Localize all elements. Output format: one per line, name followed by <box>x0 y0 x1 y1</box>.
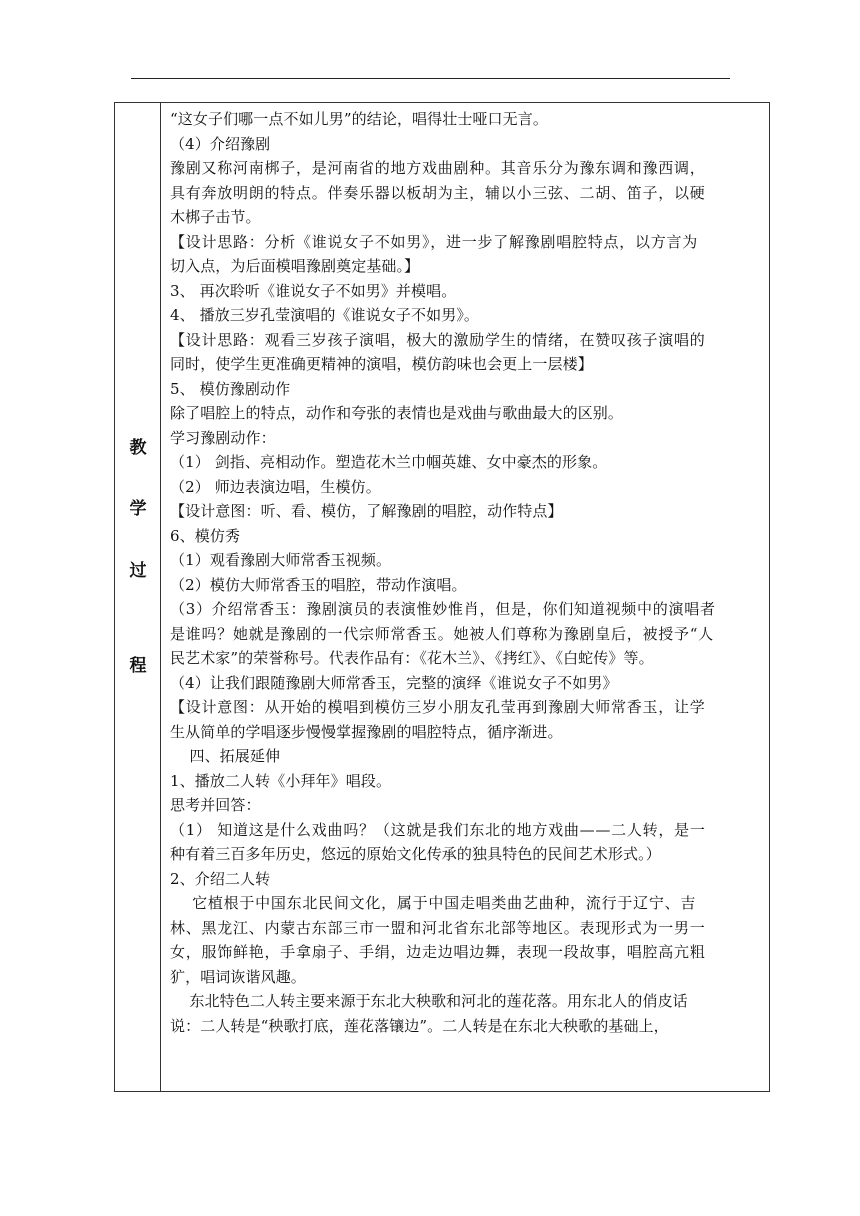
step-item: 6、模仿秀 <box>170 526 241 545</box>
section-label-cell <box>115 103 161 1091</box>
text-line: 犷，唱词诙谐风趣。 <box>170 967 306 986</box>
text-line: 豫剧又称河南梆子，是河南省的地方戏曲剧种。其音乐分为豫东调和豫西调， <box>170 159 706 177</box>
text-line: 民艺术家”的荣誉称号。代表作品有：《花木兰》、《拷红》、《白蛇传》等。 <box>170 649 654 667</box>
design-note: 【设计意图：听、看、模仿，了解豫剧的唱腔，动作特点】 <box>170 502 563 520</box>
header-rule <box>131 78 730 79</box>
text-line: 学习豫剧动作： <box>170 428 276 447</box>
design-note: 【设计思路：分析《谁说女子不如男》，进一步了解豫剧唱腔特点，以方言为 <box>170 232 699 251</box>
text-line: 女，服饰鲜艳，手拿扇子、手绢，边走边唱边舞，表现一段故事，唱腔高亢粗 <box>170 943 706 961</box>
subsection-heading: （4）介绍豫剧 <box>170 134 271 153</box>
text-line: “这女子们哪一点不如儿男”的结论，唱得壮士哑口无言。 <box>170 110 548 128</box>
step-item: 3、 再次聆听《谁说女子不如男》并模唱。 <box>170 281 457 300</box>
step-item: 2、介绍二人转 <box>170 869 271 888</box>
text-line: 东北特色二人转主要来源于东北大秧歌和河北的莲花落。用东北人的俏皮话 <box>170 992 688 1010</box>
step-item: 1、播放二人转《小拜年》唱段。 <box>170 771 392 790</box>
list-item: （2）模仿大师常香玉的唱腔，带动作演唱。 <box>170 575 467 594</box>
list-item: （1） 知道这是什么戏曲吗？（这就是我们东北的地方戏曲——二人转，是一 <box>170 820 706 839</box>
text-line: 种有着三百多年历史，悠远的原始文化传承的独具特色的民间艺术形式。） <box>170 845 661 863</box>
text-line: 说：二人转是“秧歌打底，莲花落镶边”。二人转是在东北大秧歌的基础上， <box>170 1016 669 1035</box>
text-line: 是谁吗？她就是豫剧的一代宗师常香玉。她被人们尊称为豫剧皇后，被授予“人 <box>170 624 714 643</box>
design-note: 【设计思路：观看三岁孩子演唱，极大的激励学生的情绪，在赞叹孩子演唱的 <box>170 330 706 349</box>
section-label-char: 学 <box>129 499 147 519</box>
design-note: 同时，使学生更准确更精神的演唱，模仿韵味也会更上一层楼】 <box>170 355 593 373</box>
design-note: 生从简单的学唱逐步慢慢掌握豫剧的唱腔特点，循序渐进。 <box>170 722 563 741</box>
section-heading: 四、拓展延伸 <box>170 747 281 765</box>
list-item: （1）观看豫剧大师常香玉视频。 <box>170 551 392 569</box>
section-label-char: 教 <box>129 438 147 458</box>
text-line: 思考并回答： <box>170 796 261 814</box>
list-item: （2） 师边表演边唱，生模仿。 <box>170 477 381 496</box>
section-label-char: 过 <box>129 561 147 581</box>
lesson-content <box>170 107 766 1038</box>
section-label-char: 程 <box>129 656 147 676</box>
step-item: 5、 模仿豫剧动作 <box>170 379 291 398</box>
list-item: （1） 剑指、亮相动作。塑造花木兰巾帼英雄、女中豪杰的形象。 <box>170 453 608 471</box>
step-item: 4、 播放三岁孔莹演唱的《谁说女子不如男》。 <box>170 306 480 324</box>
design-note: 切入点，为后面模唱豫剧奠定基础。】 <box>170 257 420 275</box>
text-line: 除了唱腔上的特点，动作和夸张的表情也是戏曲与歌曲最大的区别。 <box>170 404 624 422</box>
text-line: 林、黑龙江、内蒙古东部三市一盟和河北省东北部等地区。表现形式为一男一 <box>170 918 706 937</box>
list-item: （4）让我们跟随豫剧大师常香玉，完整的演绎《谁说女子不如男》 <box>170 673 618 692</box>
text-line: 它植根于中国东北民间文化，属于中国走唱类曲艺曲种，流行于辽宁、吉 <box>170 894 697 912</box>
list-item: （3）介绍常香玉：豫剧演员的表演惟妙惟肖，但是，你们知道视频中的演唱者 <box>170 600 716 618</box>
lesson-table <box>114 102 770 1092</box>
design-note: 【设计意图：从开始的模唱到模仿三岁小朋友孔莹再到豫剧大师常香玉，让学 <box>170 698 706 716</box>
text-line: 木梆子击节。 <box>170 208 261 226</box>
text-line: 具有奔放明朗的特点。伴奏乐器以板胡为主，辅以小三弦、二胡、笛子，以硬 <box>170 183 706 202</box>
